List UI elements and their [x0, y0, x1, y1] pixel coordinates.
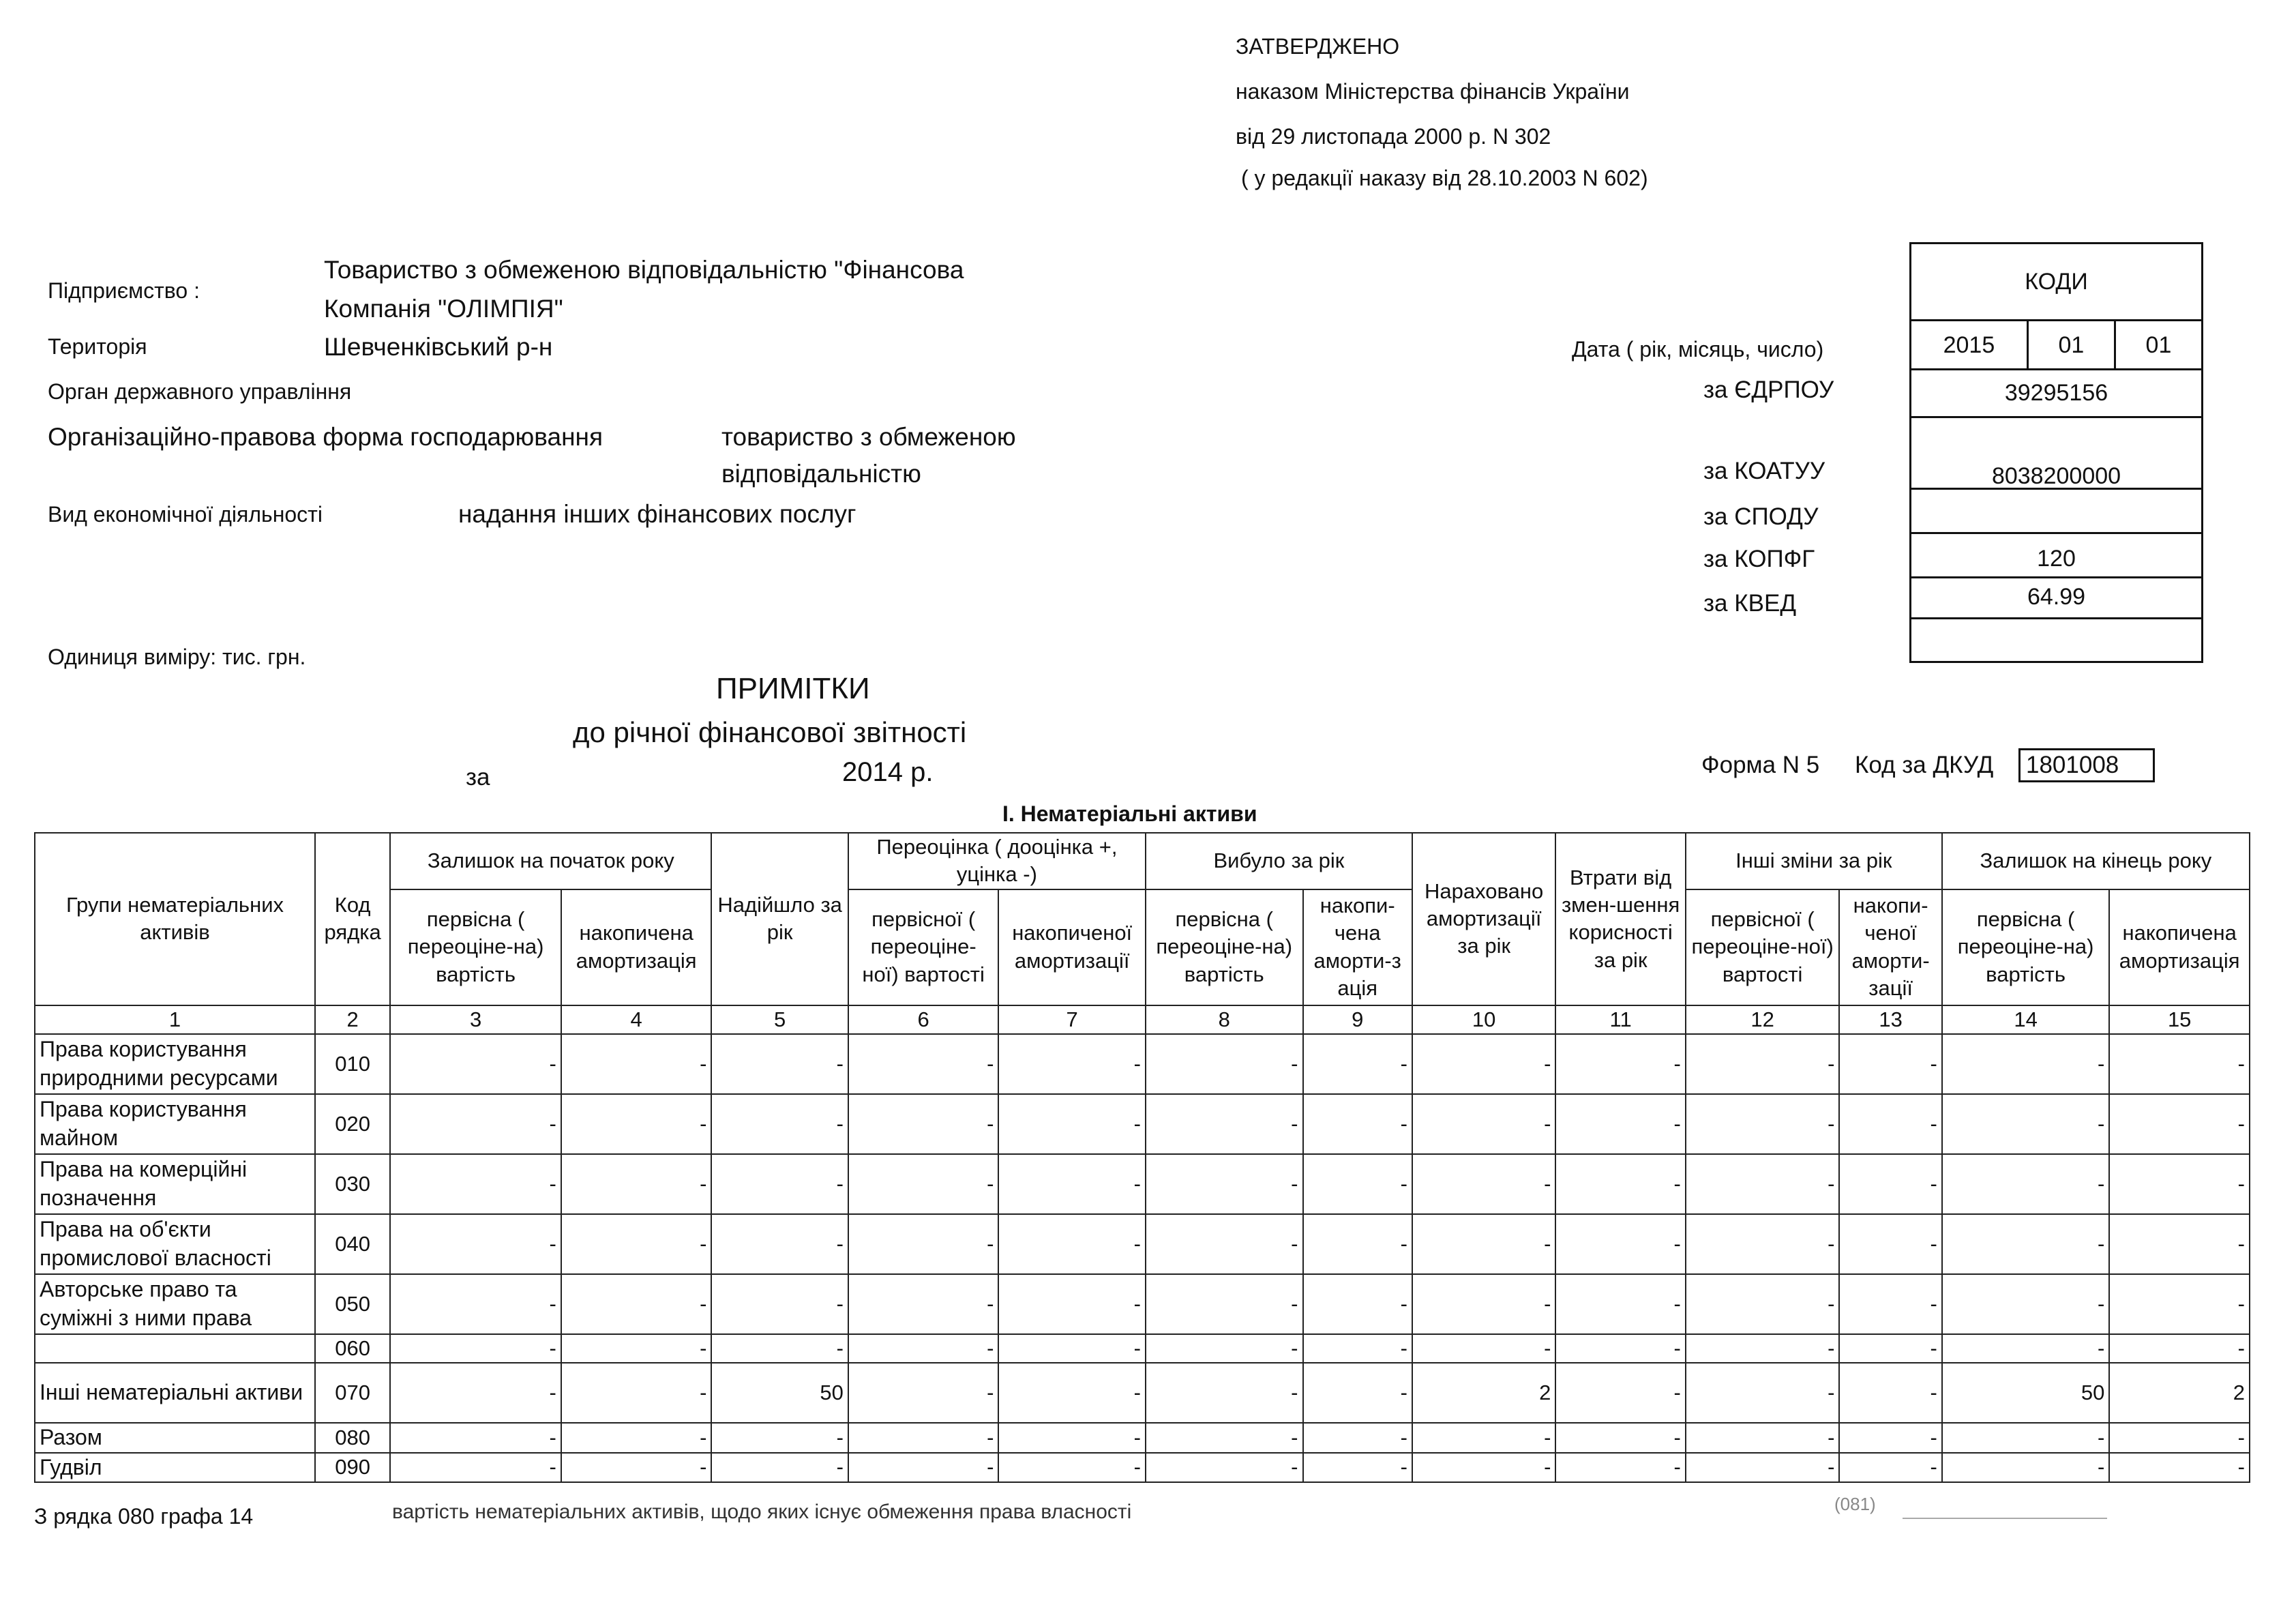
kved-label: за КВЕД [1703, 590, 1797, 617]
column-numbers-row [35, 1005, 2250, 1034]
unit-label: Одиниця виміру: тис. грн. [48, 645, 306, 669]
legal-form-label: Організаційно-правова форма господарювання [48, 423, 603, 451]
form-number: Форма N 5 [1701, 752, 1820, 778]
report-for: за [466, 764, 490, 791]
intangible-assets-table [34, 832, 2250, 1483]
row-value: - [1303, 1034, 1412, 1094]
row-code: 070 [315, 1363, 390, 1423]
row-value: - [1686, 1214, 1840, 1274]
row-name: Права користування майном [35, 1094, 315, 1154]
header-disposed-initial: первісна ( переоціне-на) вартість [1146, 889, 1303, 1005]
row-value: - [1555, 1094, 1685, 1154]
row-value: - [1686, 1453, 1840, 1483]
legal-form-value-line-2: відповідальністю [721, 460, 921, 488]
row-value: - [711, 1453, 848, 1483]
approval-line-3: ( у редакції наказу від 28.10.2003 N 602) [1241, 166, 1648, 190]
row-value: - [2109, 1094, 2250, 1154]
row-code: 090 [315, 1453, 390, 1483]
column-number: 6 [848, 1005, 999, 1034]
row-value: - [848, 1274, 999, 1334]
row-value: - [1555, 1363, 1685, 1423]
legal-form-value-line-1: товариство з обмеженою [721, 423, 1016, 451]
row-value: - [1555, 1274, 1685, 1334]
code-kved: 64.99 [1911, 576, 2201, 617]
header-disposed-amort: накопи-чена аморти-з ація [1303, 889, 1412, 1005]
row-value: - [1942, 1094, 2110, 1154]
row-value: - [1146, 1363, 1303, 1423]
row-value: - [561, 1453, 712, 1483]
row-value: - [1412, 1154, 1556, 1214]
row-value: - [1686, 1034, 1840, 1094]
row-value: - [711, 1034, 848, 1094]
row-value: - [390, 1034, 561, 1094]
row-value: - [1555, 1034, 1685, 1094]
row-value: - [561, 1154, 712, 1214]
row-value: - [1686, 1274, 1840, 1334]
row-code: 010 [315, 1034, 390, 1094]
spodu-label: за СПОДУ [1703, 503, 1819, 530]
column-number: 8 [1146, 1005, 1303, 1034]
row-value: - [848, 1154, 999, 1214]
row-value: - [1555, 1214, 1685, 1274]
row-value: - [848, 1423, 999, 1453]
row-value: - [1555, 1453, 1685, 1483]
footer-code: (081) [1834, 1494, 1876, 1514]
row-value: 50 [1942, 1363, 2110, 1423]
dkud-label: Код за ДКУД [1855, 752, 1994, 778]
row-name: Авторське право та суміжні з ними права [35, 1274, 315, 1334]
row-value: 2 [2109, 1363, 2250, 1423]
row-value: - [1303, 1094, 1412, 1154]
column-number: 12 [1686, 1005, 1840, 1034]
report-title: ПРИМІТКИ [716, 672, 870, 705]
activity-value: надання інших фінансових послуг [458, 500, 856, 528]
column-number: 3 [390, 1005, 561, 1034]
table-row [35, 1423, 2250, 1453]
column-number: 10 [1412, 1005, 1556, 1034]
row-value: - [998, 1154, 1146, 1214]
header-reval: Переоцінка ( дооцінка +, уцінка -) [848, 833, 1146, 889]
row-value: - [1412, 1274, 1556, 1334]
row-value: - [390, 1154, 561, 1214]
column-number: 14 [1942, 1005, 2110, 1034]
row-value: - [561, 1094, 712, 1154]
row-value: - [998, 1423, 1146, 1453]
header-end: Залишок на кінець року [1942, 833, 2250, 889]
code-koatuu: 8038200000 [1911, 416, 2201, 498]
row-value: - [2109, 1334, 2250, 1363]
row-code: 050 [315, 1274, 390, 1334]
row-value: - [848, 1453, 999, 1483]
column-number: 9 [1303, 1005, 1412, 1034]
kopfg-label: за КОПФГ [1703, 546, 1815, 572]
row-code: 060 [315, 1334, 390, 1363]
table-row [35, 1214, 2250, 1274]
row-value: - [1146, 1423, 1303, 1453]
row-value: - [848, 1334, 999, 1363]
row-value: - [1942, 1214, 2110, 1274]
row-value: - [848, 1214, 999, 1274]
row-value: - [1839, 1214, 1941, 1274]
column-number: 11 [1555, 1005, 1685, 1034]
row-value: - [1942, 1423, 2110, 1453]
row-code: 020 [315, 1094, 390, 1154]
code-day: 01 [2114, 321, 2201, 368]
row-value: - [711, 1154, 848, 1214]
row-value: - [998, 1363, 1146, 1423]
row-value: - [1839, 1094, 1941, 1154]
row-value: - [2109, 1154, 2250, 1214]
row-value: - [998, 1094, 1146, 1154]
row-value: - [1303, 1363, 1412, 1423]
row-value: - [1839, 1334, 1941, 1363]
row-value: 2 [1412, 1363, 1556, 1423]
row-name: Права на об'єкти промислової власності [35, 1214, 315, 1274]
row-value: - [1942, 1334, 2110, 1363]
header-end-initial: первісна ( переоціне-на) вартість [1942, 889, 2110, 1005]
row-value: - [1942, 1453, 2110, 1483]
code-month: 01 [2027, 321, 2114, 368]
row-value: - [390, 1094, 561, 1154]
row-value: - [1303, 1423, 1412, 1453]
code-kopfg: 120 [1911, 532, 2201, 576]
enterprise-value-line-1: Товариство з обмеженою відповідальністю "Фінансова [324, 256, 964, 284]
row-value: - [561, 1423, 712, 1453]
row-value: - [1942, 1274, 2110, 1334]
column-number: 7 [998, 1005, 1146, 1034]
table-row [35, 1094, 2250, 1154]
row-value: - [1146, 1094, 1303, 1154]
table-row [35, 1363, 2250, 1423]
row-value: - [1303, 1334, 1412, 1363]
codes-header: КОДИ [2025, 269, 2088, 295]
header-received: Надійшло за рік [711, 833, 848, 1005]
row-value: - [2109, 1274, 2250, 1334]
row-value: - [1686, 1094, 1840, 1154]
footer-middle: вартість нематеріальних активів, щодо яких існує обмеження права власності [392, 1501, 1132, 1523]
row-code: 080 [315, 1423, 390, 1453]
header-start-amort: накопичена амортизація [561, 889, 712, 1005]
row-value: - [390, 1214, 561, 1274]
row-name: Інші нематеріальні активи [35, 1363, 315, 1423]
row-value: - [390, 1334, 561, 1363]
report-year: 2014 р. [842, 757, 934, 787]
row-value: - [848, 1034, 999, 1094]
row-value: - [1686, 1423, 1840, 1453]
territory-value: Шевченківський р-н [324, 333, 553, 361]
header-disposed: Вибуло за рік [1146, 833, 1412, 889]
header-reval-amort: накопиченої амортизації [998, 889, 1146, 1005]
codes-date-row [1911, 319, 2201, 368]
row-value: - [1412, 1453, 1556, 1483]
row-value: - [848, 1094, 999, 1154]
row-value: - [711, 1334, 848, 1363]
approval-line-1: наказом Міністерства фінансів України [1236, 79, 1630, 104]
header-reval-initial: первісної ( переоціне-ної) вартості [848, 889, 999, 1005]
enterprise-label: Підприємство : [48, 278, 200, 303]
row-value: - [1686, 1363, 1840, 1423]
row-value: - [998, 1214, 1146, 1274]
row-value: - [1412, 1334, 1556, 1363]
footer-left: З рядка 080 графа 14 [34, 1504, 254, 1529]
row-value: - [711, 1423, 848, 1453]
header-start-initial: первісна ( переоціне-на) вартість [390, 889, 561, 1005]
row-value: - [2109, 1423, 2250, 1453]
column-number: 15 [2109, 1005, 2250, 1034]
row-value: 50 [711, 1363, 848, 1423]
table-row [35, 1034, 2250, 1094]
row-value: - [1839, 1423, 1941, 1453]
row-value: - [1146, 1274, 1303, 1334]
row-value: - [1555, 1154, 1685, 1214]
row-value: - [1146, 1154, 1303, 1214]
row-value: - [998, 1334, 1146, 1363]
row-value: - [1146, 1214, 1303, 1274]
table-row [35, 1154, 2250, 1214]
row-value: - [998, 1453, 1146, 1483]
column-number: 4 [561, 1005, 712, 1034]
row-value: - [390, 1453, 561, 1483]
header-code: Код рядка [315, 833, 390, 1005]
row-value: - [1942, 1154, 2110, 1214]
authority-label: Орган державного управління [48, 379, 352, 404]
row-value: - [998, 1034, 1146, 1094]
column-number: 2 [315, 1005, 390, 1034]
row-code: 040 [315, 1214, 390, 1274]
activity-label: Вид економічної діяльності [48, 502, 323, 527]
footer-underline [1903, 1518, 2107, 1519]
approval-title: ЗАТВЕРДЖЕНО [1236, 34, 1400, 59]
row-name: Права на комерційні позначення [35, 1154, 315, 1214]
row-value: - [1303, 1214, 1412, 1274]
row-value: - [2109, 1453, 2250, 1483]
row-value: - [1146, 1453, 1303, 1483]
row-value: - [561, 1363, 712, 1423]
row-value: - [390, 1274, 561, 1334]
header-group: Групи нематеріальних активів [35, 833, 315, 1005]
row-name: Разом [35, 1423, 315, 1453]
row-value: - [1146, 1034, 1303, 1094]
row-value: - [2109, 1214, 2250, 1274]
report-subtitle: до річної фінансової звітності [573, 716, 967, 748]
row-name: Гудвіл [35, 1453, 315, 1483]
column-number: 13 [1839, 1005, 1941, 1034]
row-value: - [998, 1274, 1146, 1334]
row-value: - [1146, 1334, 1303, 1363]
row-value: - [561, 1214, 712, 1274]
row-value: - [1303, 1453, 1412, 1483]
row-value: - [1555, 1423, 1685, 1453]
row-value: - [848, 1363, 999, 1423]
row-value: - [1942, 1034, 2110, 1094]
code-empty [1911, 617, 2201, 661]
row-value: - [1412, 1214, 1556, 1274]
header-end-amort: накопичена амортизація [2109, 889, 2250, 1005]
code-edrpou: 39295156 [1911, 368, 2201, 416]
header-other-amort: накопи-ченої аморти-зації [1839, 889, 1941, 1005]
row-value: - [1412, 1094, 1556, 1154]
table-row [35, 1274, 2250, 1334]
dkud-code: 1801008 [2018, 748, 2155, 782]
row-name: Права користування природними ресурсами [35, 1034, 315, 1094]
territory-label: Територія [48, 334, 147, 359]
approval-line-2: від 29 листопада 2000 р. N 302 [1236, 124, 1551, 149]
row-value: - [1303, 1274, 1412, 1334]
code-year: 2015 [1943, 332, 1995, 358]
row-value: - [1412, 1034, 1556, 1094]
column-number: 5 [711, 1005, 848, 1034]
row-value: - [711, 1274, 848, 1334]
header-accrued: Нараховано амортизації за рік [1412, 833, 1556, 1005]
row-value: - [1839, 1363, 1941, 1423]
codes-box [1909, 242, 2203, 663]
header-other: Інші зміни за рік [1686, 833, 1942, 889]
section-title: І. Нематеріальні активи [1002, 801, 1257, 826]
row-value: - [561, 1334, 712, 1363]
row-value: - [1839, 1154, 1941, 1214]
header-loss: Втрати від змен-шення корисності за рік [1555, 833, 1685, 1005]
row-value: - [1839, 1453, 1941, 1483]
row-value: - [1303, 1154, 1412, 1214]
row-value: - [1686, 1154, 1840, 1214]
row-value: - [390, 1423, 561, 1453]
row-value: - [1555, 1334, 1685, 1363]
row-value: - [2109, 1034, 2250, 1094]
row-value: - [561, 1034, 712, 1094]
header-start: Залишок на початок року [390, 833, 711, 889]
row-value: - [711, 1094, 848, 1154]
row-value: - [1839, 1274, 1941, 1334]
row-value: - [1412, 1423, 1556, 1453]
row-value: - [1839, 1034, 1941, 1094]
header-other-initial: первісної ( переоціне-ної) вартості [1686, 889, 1840, 1005]
row-code: 030 [315, 1154, 390, 1214]
enterprise-value-line-2: Компанія "ОЛІМПІЯ" [324, 295, 563, 323]
row-value: - [711, 1214, 848, 1274]
row-name [35, 1334, 315, 1363]
row-value: - [561, 1274, 712, 1334]
row-value: - [390, 1363, 561, 1423]
column-number: 1 [35, 1005, 315, 1034]
date-label: Дата ( рік, місяць, число) [1572, 337, 1824, 362]
row-value: - [1686, 1334, 1840, 1363]
koatuu-label: за КОАТУУ [1703, 458, 1825, 484]
table-row [35, 1453, 2250, 1483]
edrpou-label: за ЄДРПОУ [1703, 377, 1834, 403]
code-spodu [1911, 488, 2201, 532]
table-row [35, 1334, 2250, 1363]
